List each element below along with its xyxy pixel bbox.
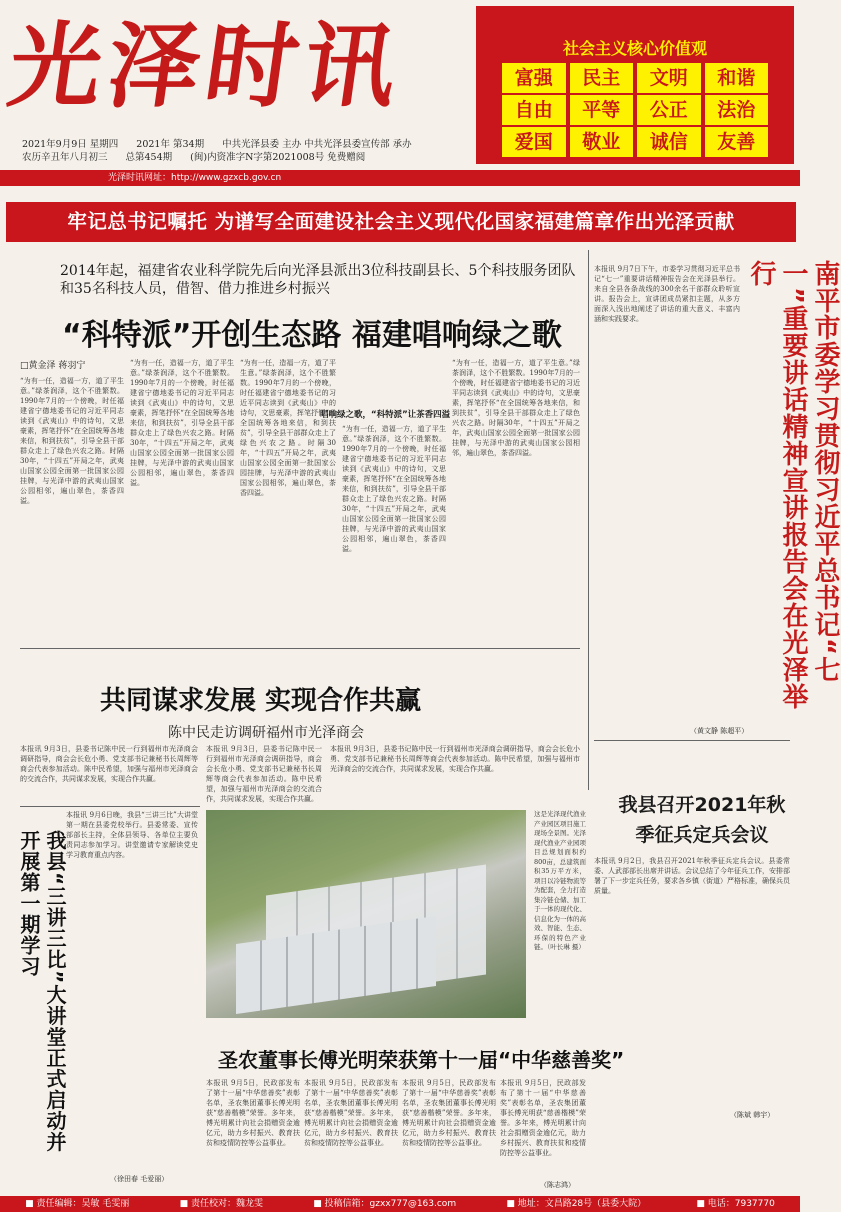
- lead-body-col1: “为有一任，造福一方，道了平生意。”绿茶润泽，这个不胜繁数。1990年7月的一个傍晚，时任福建省宁德地委书记的习近平同志读到《武夷山》中的诗句，文思豪素，挥笔抒怀“在全国统筹各地来信，和到扶贫”，引导全县干部群众走上了绿色兴农之路。时隔30年，“十四五”开局之年，武夷山国家公园全面第一批国家公园挂牌，与光泽中游的武夷山国家公园相邻，遍山翠色，茶香四溢。: [20, 377, 124, 505]
- lead-headline-text: 牢记总书记嘱托 为谱写全面建设社会主义现代化国家福建篇章作出光泽贡献: [67, 210, 735, 233]
- website-link[interactable]: 光泽时讯网址：http://www.gzxcb.gov.cn: [108, 173, 282, 183]
- core-value-item: 富强: [502, 63, 566, 93]
- core-value-item: 和谐: [705, 63, 769, 93]
- column-divider: [588, 250, 589, 790]
- bottom-body-1: 本报讯 9月5日，民政部发布了第十一届“中华慈善奖”表彰名单，圣农集团董事长傅光明获“慈善楷模”荣誉。多年来，傅光明累计向社会捐赠资金逾亿元，助力乡村振兴、教育扶贫和疫情防控等公益事业。: [206, 1079, 300, 1147]
- bottom-body-4: 本报讯 9月5日，民政部发布了第十一届“中华慈善奖”表彰名单，圣农集团董事长傅光明获“慈善楷模”荣誉。多年来，傅光明累计向社会捐赠资金逾亿元，助力乡村振兴、教育扶贫和疫情防控等公益事业。: [500, 1079, 586, 1157]
- core-values-title: 社会主义核心价值观: [562, 39, 707, 58]
- meeting-title: 我县召开2021年秋季征兵定兵会议: [618, 794, 786, 846]
- bottom-body-3: 本报讯 9月5日，民政部发布了第十一届“中华慈善奖”表彰名单，圣农集团董事长傅光明获“慈善楷模”荣誉。多年来，傅光明累计向社会捐赠资金逾亿元，助力乡村振兴、教育扶贫和疫情防控等公益事业。: [402, 1079, 496, 1147]
- dateline: [22, 138, 482, 164]
- lead-byline: □黄金泽 蒋羽宁: [20, 361, 86, 371]
- lead-kicker: 2014年起，福建省农业科学院先后向光泽县派出3位科技副县长、5个科技服务团队和35名科技人员，借智、借力推进乡村振兴: [60, 263, 576, 297]
- lead-title: “科特派”开创生态路 福建唱响绿之歌: [62, 318, 562, 353]
- photo-caption: 这是光泽现代渔业产业园区项目施工现场全景图。光泽现代渔业产业园项目总规划面积约800亩，总建筑面积35万平方米，项目以冷链物流等为配套，全力打造集冷链仓储、加工于一体的现代化、信息化为一体的高效、智能、生态、环保的特色产业链。（叶长琳 摄）: [534, 810, 586, 951]
- footer-item: ■ 电话：7937770: [696, 1199, 775, 1209]
- footer-item: ■ 投稿信箱：gzxx777@163.com: [313, 1199, 457, 1209]
- second-story-body-1: 本报讯 9月3日，县委书记陈中民一行到福州市光泽商会调研指导，商会会长危小勇、党支部书记兼秘书长周辉等商会代表参加活动。陈中民希望，加强与福州市光泽商会的交流合作，共同谋求发展，实现合作共赢。: [20, 745, 198, 783]
- url-bar: [0, 170, 800, 186]
- total-issue: 总第454期: [125, 152, 173, 163]
- left-rule: [20, 806, 200, 807]
- right-story-body: 本报讯 9月7日下午，市委学习贯彻习近平总书记“七一”重要讲话精神报告会在光泽县举行。来自全县各条战线的300余名干部群众聆听宣讲。报告会上，宣讲团成员紧扣主题，从多方面深入浅出地阐述了讲话的重大意义、丰富内涵和实践要求。: [594, 265, 740, 323]
- section-rule: [20, 648, 580, 649]
- lead-subhead: 唱响绿之歌，“科特派”让茶香四溢: [320, 410, 451, 420]
- meeting-body: 本报讯 9月2日，我县召开2021年秋季征兵定兵会议。县委常委、人武部部长出席并讲话。会议总结了今年征兵工作，安排部署了下一步定兵任务，要求各乡镇（街道）严格标准，确保兵员质量。: [594, 857, 790, 895]
- aerial-photo: [206, 810, 526, 1018]
- bottom-credit: （陈志鸿）: [540, 1181, 575, 1189]
- lead-body-col4: “为有一任，造福一方，道了平生意。”绿茶润泽，这个不胜繁数。1990年7月的一个傍晚，时任福建省宁德地委书记的习近平同志读到《武夷山》中的诗句，文思豪素，挥笔抒怀“在全国统筹各地来信，和到扶贫”，引导全县干部群众走上了绿色兴农之路。时隔30年，“十四五”开局之年，武夷山国家公园全面第一批国家公园挂牌，与光泽中游的武夷山国家公园相邻，遍山翠色，茶香四溢。: [342, 425, 446, 553]
- core-value-item: 民主: [570, 63, 634, 93]
- core-value-item: 诚信: [637, 127, 701, 157]
- second-story-title: 共同谋求发展 实现合作共赢: [100, 686, 422, 716]
- left-story-title: 我县“三讲三比”大讲堂正式启动并开展第一期学习: [17, 830, 67, 1153]
- right-story-credit: （黄文静 陈超平）: [690, 727, 749, 735]
- core-value-item: 公正: [637, 95, 701, 125]
- publisher: 中共光泽县委 主办 中共光泽县委宣传部 承办: [222, 139, 412, 150]
- license: (闽)内资准字N字第2021008号 免费赠阅: [190, 152, 366, 163]
- second-story-body-3: 本报讯 9月3日，县委书记陈中民一行到福州市光泽商会调研指导，商会会长危小勇、党支部书记兼秘书长周辉等商会代表参加活动。陈中民希望，加强与福州市光泽商会的交流合作，共同谋求发展，实现合作共赢。: [330, 745, 580, 773]
- footer-bar: [0, 1196, 800, 1212]
- core-value-item: 敬业: [570, 127, 634, 157]
- second-story-body-2: 本报讯 9月3日，县委书记陈中民一行到福州市光泽商会调研指导，商会会长危小勇、党支部书记兼秘书长周辉等商会代表参加活动。陈中民希望，加强与福州市光泽商会的交流合作，共同谋求发展，实现合作共赢。: [206, 745, 322, 803]
- meeting-credit: （陈斌 韩宇）: [730, 1111, 775, 1119]
- bottom-story-title: 圣农董事长傅光明荣获第十一届“中华慈善奖”: [218, 1048, 625, 1072]
- lunar-date: 农历辛丑年八月初三: [22, 152, 108, 163]
- core-values-grid: [476, 59, 794, 157]
- right-story-title: 南平市委学习贯彻习近平总书记“七一”重要讲话精神宣讲报告会在光泽举行: [746, 260, 840, 711]
- core-value-item: 法治: [705, 95, 769, 125]
- core-value-item: 自由: [502, 95, 566, 125]
- lead-body-col5: “为有一任，造福一方，道了平生意。”绿茶润泽，这个不胜繁数。1990年7月的一个傍晚，时任福建省宁德地委书记的习近平同志读到《武夷山》中的诗句，文思豪素，挥笔抒怀“在全国统筹各地来信，和到扶贫”，引导全县干部群众走上了绿色兴农之路。时隔30年，“十四五”开局之年，武夷山国家公园全面第一批国家公园挂牌，与光泽中游的武夷山国家公园相邻，遍山翠色，茶香四溢。: [452, 359, 580, 457]
- left-story-credit: （徐田春 毛爱丽）: [110, 1175, 169, 1183]
- second-story-sub: 陈中民走访调研福州市光泽商会: [168, 725, 364, 741]
- footer-item: ■ 地址：文昌路28号（县委大院）: [506, 1199, 647, 1209]
- date: 2021年9月9日 星期四: [22, 139, 119, 150]
- issue: 2021年 第34期: [136, 139, 205, 150]
- core-values-box: [476, 6, 794, 164]
- core-value-item: 文明: [637, 63, 701, 93]
- lead-story: [20, 262, 580, 354]
- newspaper-logo: 光泽时讯: [2, 12, 410, 120]
- left-story-body: 本报讯 9月6日晚，我县“三讲三比”大讲堂第一期在县委党校举行。县委常委、宣传部部长主持，全体县领导、各单位主要负责同志参加学习。讲堂邀请专家解读党史学习教育重点内容。: [66, 811, 198, 859]
- masthead: [2, 6, 470, 163]
- lead-headline: [6, 202, 796, 242]
- core-value-item: 爱国: [502, 127, 566, 157]
- core-value-item: 友善: [705, 127, 769, 157]
- core-value-item: 平等: [570, 95, 634, 125]
- footer-item: ■ 责任校对：魏龙雯: [179, 1199, 263, 1209]
- meeting-rule: [594, 740, 790, 741]
- lead-body-col3: “为有一任，造福一方，道了平生意。”绿茶润泽，这个不胜繁数。1990年7月的一个傍晚，时任福建省宁德地委书记的习近平同志读到《武夷山》中的诗句，文思豪素，挥笔抒怀“在全国统筹各地来信，和到扶贫”，引导全县干部群众走上了绿色兴农之路。时隔30年，“十四五”开局之年，武夷山国家公园全面第一批国家公园挂牌，与光泽中游的武夷山国家公园相邻，遍山翠色，茶香四溢。: [240, 359, 336, 497]
- bottom-body-2: 本报讯 9月5日，民政部发布了第十一届“中华慈善奖”表彰名单，圣农集团董事长傅光明获“慈善楷模”荣誉。多年来，傅光明累计向社会捐赠资金逾亿元，助力乡村振兴、教育扶贫和疫情防控等公益事业。: [304, 1079, 398, 1147]
- lead-body-col2: “为有一任，造福一方，道了平生意。”绿茶润泽，这个不胜繁数。1990年7月的一个傍晚，时任福建省宁德地委书记的习近平同志读到《武夷山》中的诗句，文思豪素，挥笔抒怀“在全国统筹各地来信，和到扶贫”，引导全县干部群众走上了绿色兴农之路。时隔30年，“十四五”开局之年，武夷山国家公园全面第一批国家公园挂牌，与光泽中游的武夷山国家公园相邻，遍山翠色，茶香四溢。: [130, 359, 234, 487]
- footer-item: ■ 责任编辑：吴敏 毛雯丽: [25, 1199, 130, 1209]
